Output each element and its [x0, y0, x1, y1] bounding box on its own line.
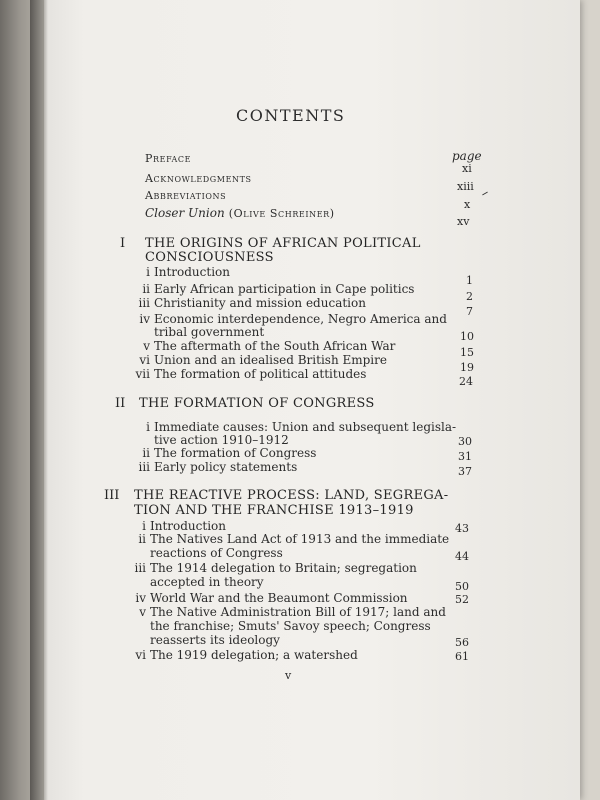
front-matter-acknowledgments-page: xiii	[457, 180, 474, 193]
front-matter-acknowledgments: Acknowledgments	[145, 172, 252, 185]
toc-entry: ii Early African participation in Cape politics	[142, 282, 415, 296]
toc-entry: iii Christianity and mission education	[138, 296, 366, 310]
toc-entry: iv World War and the Beaumont Commission	[135, 591, 408, 605]
toc-entry: vi Union and an idealised British Empire	[139, 353, 387, 367]
toc-page: 24	[459, 375, 473, 388]
chapter-2-number: II	[115, 396, 126, 411]
toc-page: 37	[458, 465, 472, 478]
toc-entry-continued: the franchise; Smuts' Savoy speech; Congress	[150, 619, 431, 633]
toc-page: 15	[460, 346, 474, 359]
toc-page: 19	[460, 361, 474, 374]
toc-entry: v The aftermath of the South African War	[143, 339, 396, 353]
chapter-3-title-line-2: TION AND THE FRANCHISE 1913–1919	[134, 503, 414, 518]
toc-entry: iii The 1914 delegation to Britain; segregation	[134, 561, 417, 575]
toc-page: 44	[455, 550, 469, 563]
toc-entry: i Immediate causes: Union and subsequent legisla-	[146, 420, 457, 434]
toc-page: 2	[466, 290, 473, 303]
toc-entry-continued: tribal government	[154, 325, 265, 339]
toc-entry-continued: reactions of Congress	[150, 546, 283, 560]
toc-page: 31	[458, 450, 472, 463]
page-folio: v	[285, 669, 292, 682]
toc-page: 50	[455, 580, 469, 593]
front-matter-closer-union-page: xv	[457, 215, 470, 228]
toc-entry-continued: tive action 1910–1912	[154, 433, 289, 447]
front-matter-abbreviations-page: x	[464, 198, 471, 211]
toc-page: 30	[458, 435, 472, 448]
toc-page: 61	[455, 650, 469, 663]
front-matter-closer-union	[145, 207, 335, 220]
toc-entry: v The Native Administration Bill of 1917; land and	[139, 605, 446, 619]
chapter-1-number: I	[120, 236, 126, 251]
toc-entry: ii The Natives Land Act of 1913 and the immediate	[138, 532, 450, 546]
toc-page: 43	[455, 522, 469, 535]
closer-union-author: (Olive Schreiner)	[224, 207, 335, 220]
toc-entry: i Introduction	[142, 519, 226, 533]
closer-union-italic: Closer Union	[145, 206, 225, 220]
toc-entry: vii The formation of political attitudes	[135, 367, 367, 381]
chapter-1-title-line-2: CONSCIOUSNESS	[145, 250, 274, 265]
toc-page: 7	[466, 305, 473, 318]
chapter-2-title-line-1: THE FORMATION OF CONGRESS	[139, 396, 375, 411]
page-column-label: page	[452, 149, 482, 163]
toc-entry: iv Economic interdependence, Negro America and	[139, 312, 447, 326]
contents-title: CONTENTS	[236, 106, 346, 125]
toc-entry-continued: accepted in theory	[150, 575, 264, 589]
front-matter-abbreviations: Abbreviations	[145, 189, 227, 202]
chapter-3-number: III	[104, 488, 120, 503]
toc-entry: vi The 1919 delegation; a watershed	[135, 648, 358, 662]
book-binding-shadow	[30, 0, 48, 800]
chapter-3-title-line-1: THE REACTIVE PROCESS: LAND, SEGREGA-	[134, 488, 449, 503]
toc-entry-continued: reasserts its ideology	[150, 633, 280, 647]
toc-page: 52	[455, 593, 469, 606]
toc-page: 56	[455, 636, 469, 649]
chapter-1-title-line-1: THE ORIGINS OF AFRICAN POLITICAL	[145, 236, 421, 251]
toc-entry: i Introduction	[146, 265, 230, 279]
toc-entry: iii Early policy statements	[138, 460, 298, 474]
toc-entry: ii The formation of Congress	[142, 446, 317, 460]
front-matter-preface: Preface	[145, 152, 192, 165]
toc-page: 10	[460, 330, 474, 343]
front-matter-preface-page: xi	[462, 162, 472, 175]
toc-page: 1	[466, 274, 473, 287]
